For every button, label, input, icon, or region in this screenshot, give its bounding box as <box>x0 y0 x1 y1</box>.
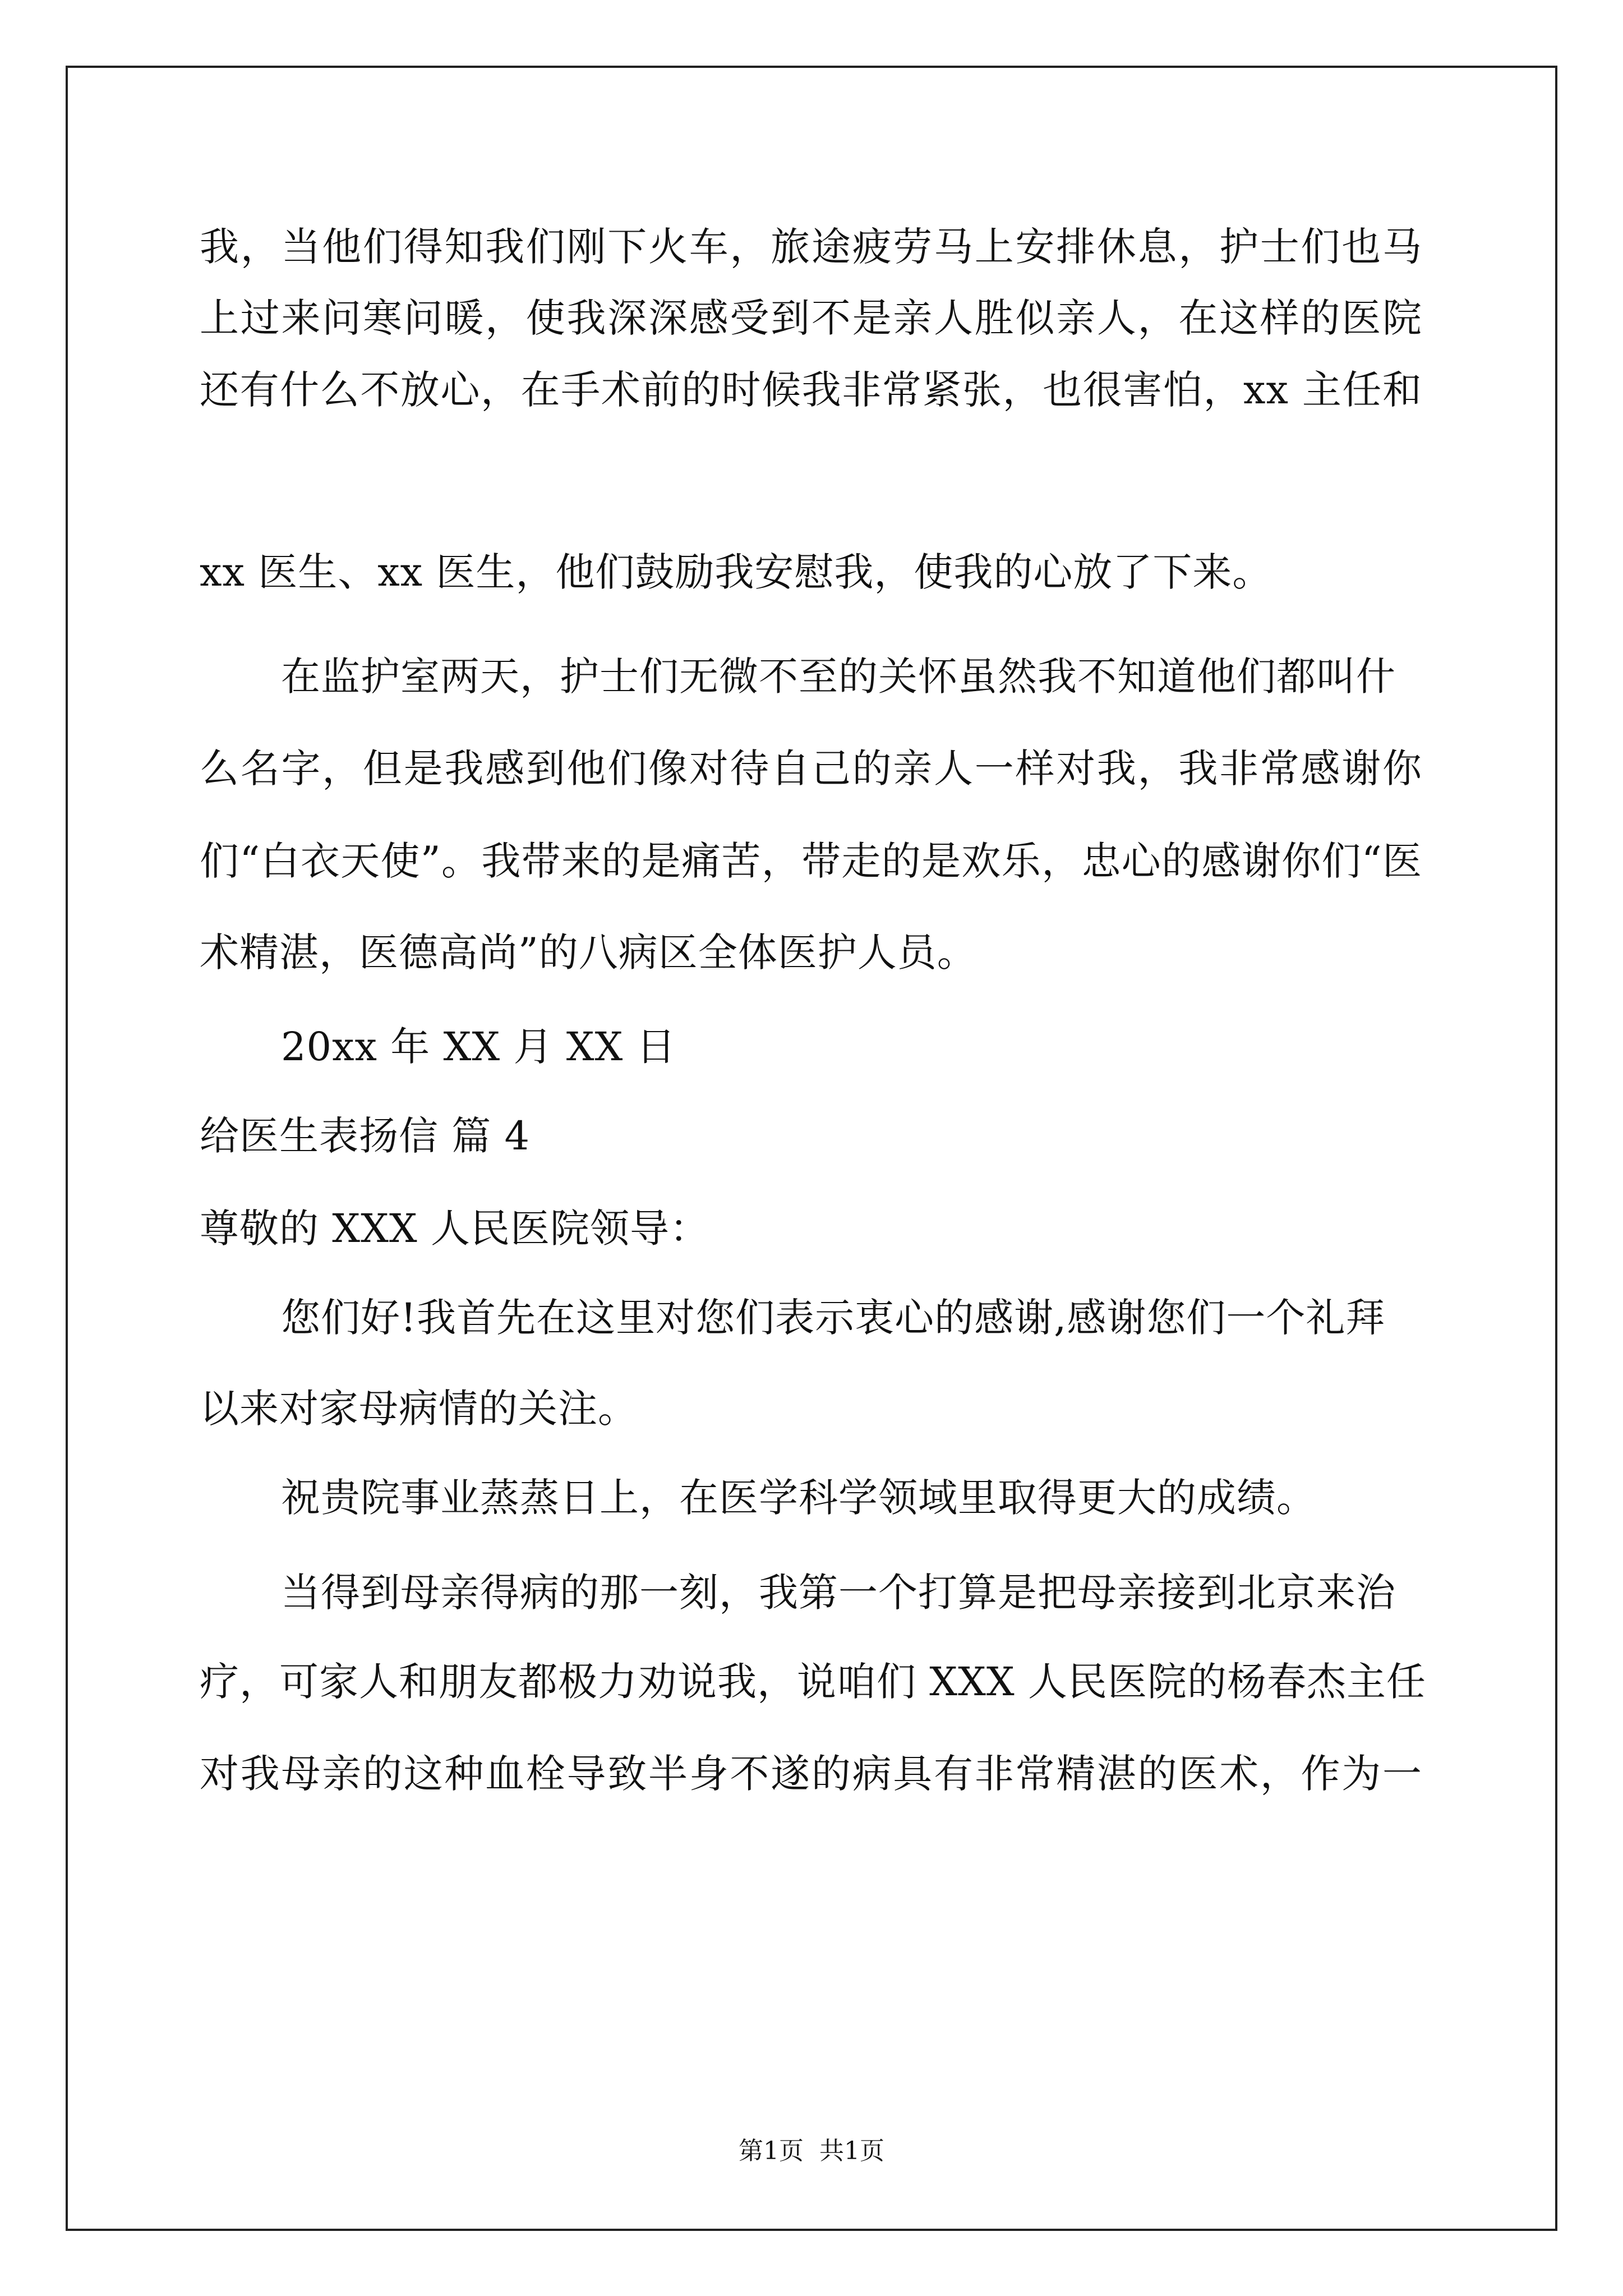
text-line: 对我母亲的这种血栓导致半身不遂的病具有非常精湛的医术，作为一 <box>200 1751 1422 1797</box>
page-total: 共1页 <box>819 2137 884 2165</box>
text-line: xx 医生、xx 医生，他们鼓励我安慰我，使我的心放了下来。 <box>200 549 1272 595</box>
section-heading: 给医生表扬信 篇 4 <box>200 1113 531 1159</box>
paragraph-first-line: 您们好!我首先在这里对您们表示衷心的感谢,感谢您们一个礼拜 <box>281 1295 1386 1341</box>
paragraph-first-line: 祝贵院事业蒸蒸日上，在医学科学领域里取得更大的成绩。 <box>281 1475 1316 1521</box>
date-line: 20xx 年 XX 月 XX 日 <box>281 1024 676 1070</box>
page-number: 第1页 <box>739 2137 804 2165</box>
text-line: 以来对家母病情的关注。 <box>200 1386 638 1432</box>
text-line: 我，当他们得知我们刚下火车，旅途疲劳马上安排休息，护士们也马 <box>200 224 1422 270</box>
text-line: 么名字，但是我感到他们像对待自己的亲人一样对我，我非常感谢你 <box>200 746 1422 792</box>
text-line: 上过来问寒问暖，使我深深感受到不是亲人胜似亲人，在这样的医院 <box>200 295 1422 341</box>
text-line: 疗，可家人和朋友都极力劝说我，说咱们 XXX 人民医院的杨春杰主任 <box>200 1659 1427 1705</box>
paragraph-first-line: 在监护室两天，护士们无微不至的关怀虽然我不知道他们都叫什 <box>281 654 1396 700</box>
text-line: 还有什么不放心，在手术前的时候我非常紧张，也很害怕，xx 主任和 <box>200 367 1422 413</box>
page-footer <box>0 2139 1623 2164</box>
paragraph-first-line: 当得到母亲得病的那一刻，我第一个打算是把母亲接到北京来治 <box>281 1570 1396 1616</box>
text-line: 们“白衣天使”。我带来的是痛苦，带走的是欢乐，忠心的感谢你们“医 <box>200 838 1422 884</box>
salutation: 尊敬的 XXX 人民医院领导： <box>200 1205 710 1251</box>
text-line: 术精湛，医德高尚”的八病区全体医护人员。 <box>200 930 977 976</box>
